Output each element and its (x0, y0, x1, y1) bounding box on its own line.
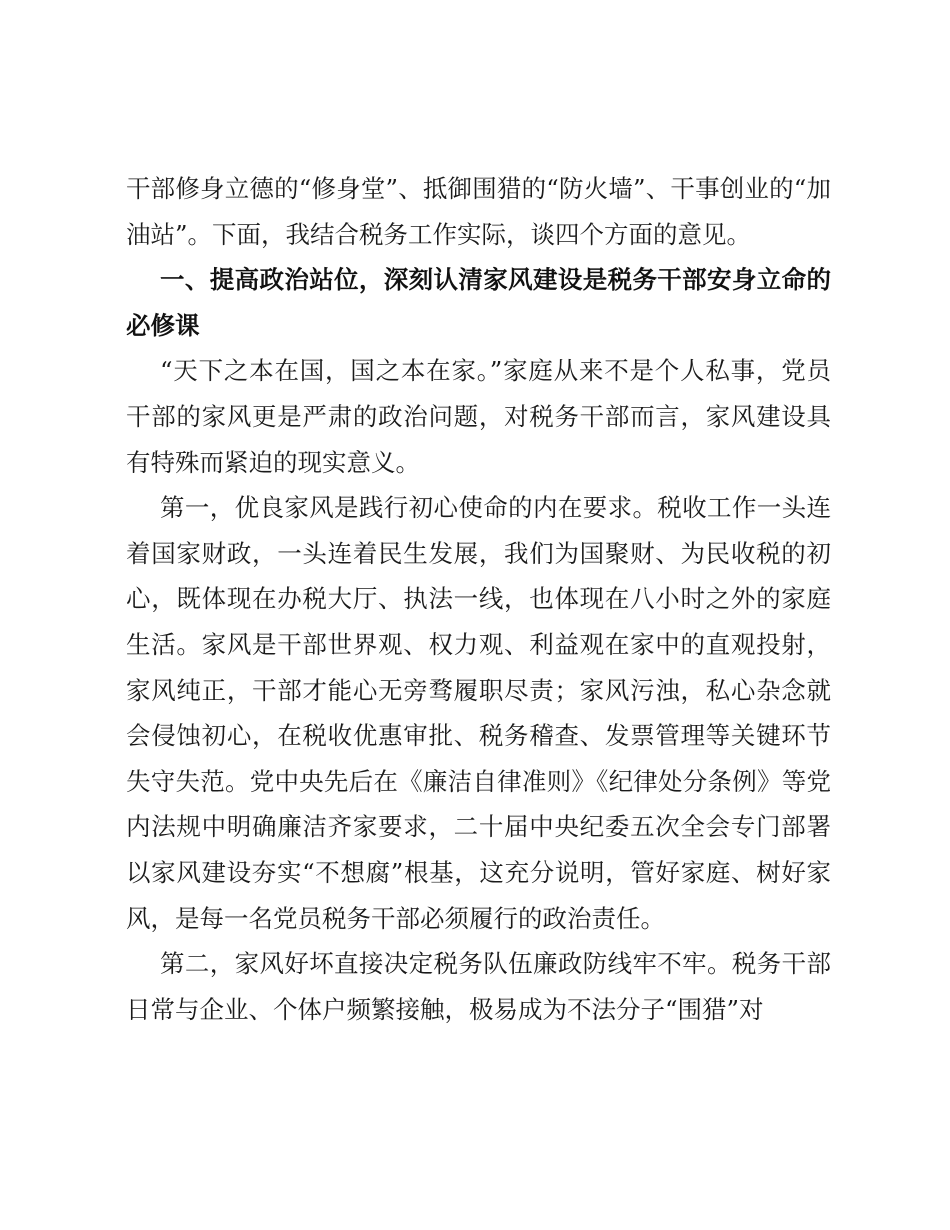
paragraph-family-politics: “天下之本在国，国之本在家。”家庭从来不是个人私事，党员干部的家风更是严肃的政治问题，对税务干部而言，家风建设具有特殊而紧迫的现实意义。 (126, 356, 831, 477)
paragraph-point-first: 第一，优良家风是践行初心使命的内在要求。税收工作一头连着国家财政，一头连着民生发展，我们为国聚财、为民收税的初心，既体现在办税大厅、执法一线，也体现在八小时之外的家庭生活。家风是干部世界观、权力观、利益观在家中的直观投射，家风纯正，干部才能心无旁骛履职尽责；家风污浊，私心杂念就会侵蚀初心，在税收优惠审批、税务稽查、发票管理等关键环节失守失范。党中央先后在《廉洁自律准则》《纪律处分条例》等党内法规中明确廉洁齐家要求，二十届中央纪委五次全会专门部署以家风建设夯实“不想腐”根基，这充分说明，管好家庭、树好家风，是每一名党员税务干部必须履行的政治责任。 (126, 493, 831, 933)
paragraph-point-second: 第二，家风好坏直接决定税务队伍廉政防线牢不牢。税务干部日常与企业、个体户频繁接触，极易成为不法分子“围猎”对 (126, 949, 831, 1024)
paragraph-intro-continuation: 干部修身立德的“修身堂”、抵御围猎的“防火墙”、干事创业的“加油站”。下面，我结合税务工作实际，谈四个方面的意见。 (126, 174, 831, 249)
section-heading-1: 一、提高政治站位，深刻认清家风建设是税务干部安身立命的必修课 (126, 265, 831, 340)
document-body (126, 166, 831, 1032)
